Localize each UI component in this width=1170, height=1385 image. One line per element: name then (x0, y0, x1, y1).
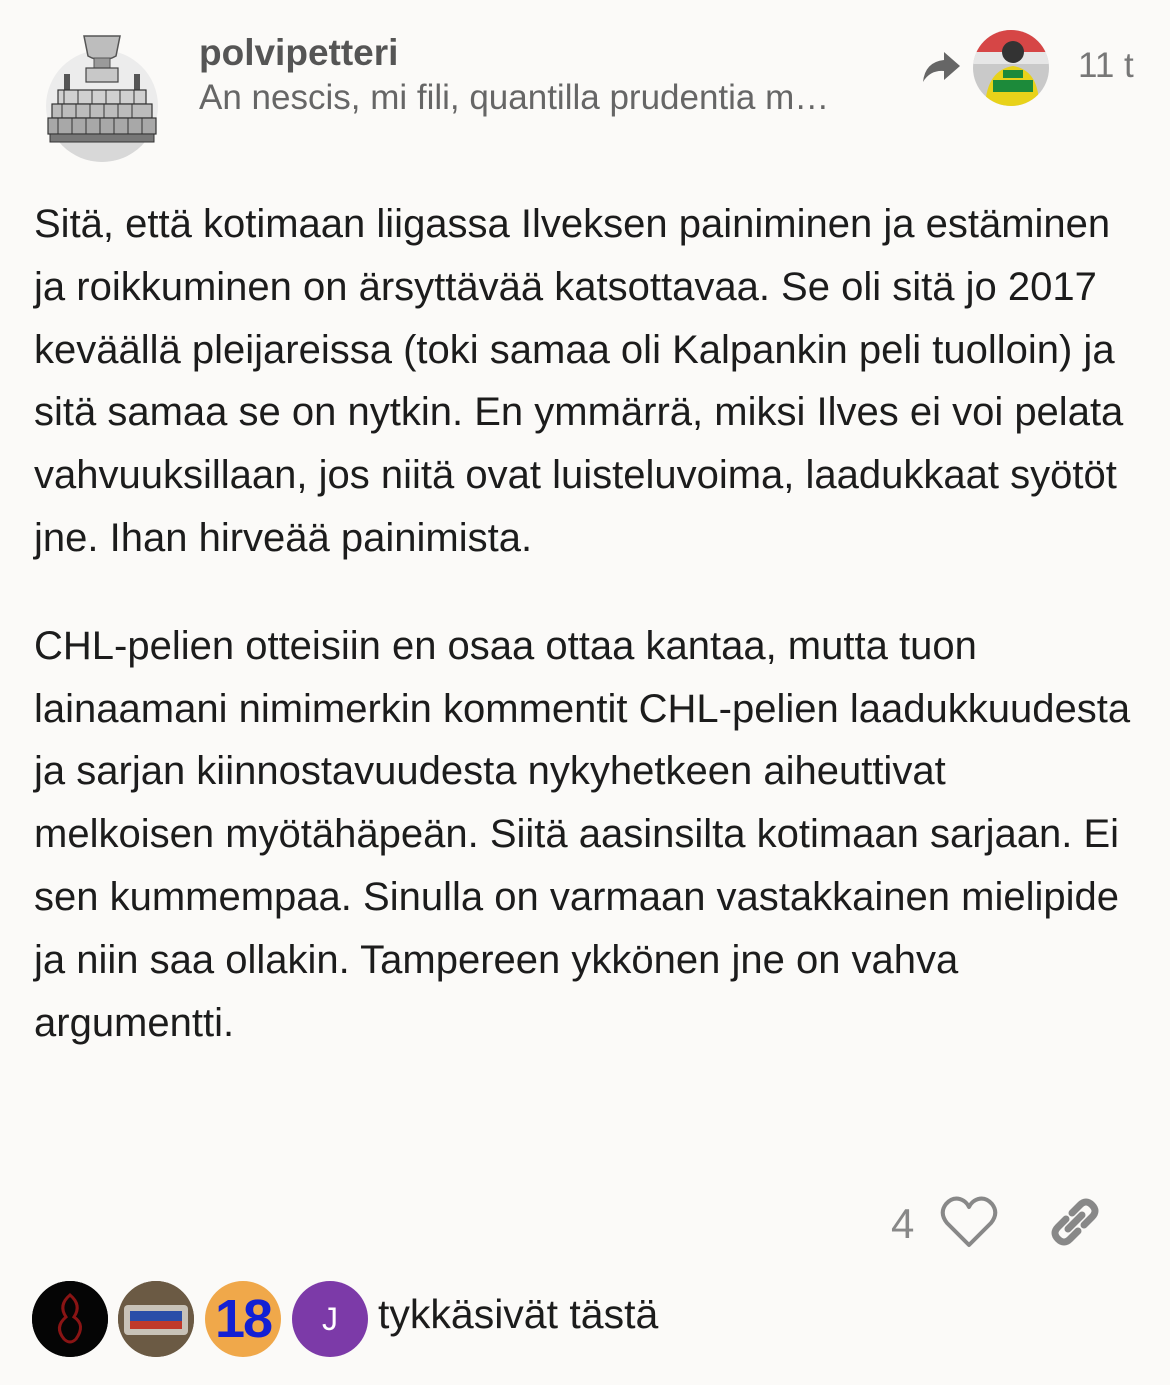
liker-avatar[interactable] (118, 1281, 194, 1357)
reply-to-avatar[interactable] (973, 30, 1049, 106)
user-avatar-trophy[interactable] (44, 30, 160, 162)
like-count[interactable]: 4 (891, 1200, 915, 1247)
post-paragraph: Sitä, että kotimaan liigassa Ilveksen painiminen ja estäminen ja roikkuminen on ärsyttävää katsottavaa. Se oli sitä jo 2017 keväällä pleijareissa (toki samaa oli Kalpankin peli tuolloin) ja sitä samaa se on nytkin. En ymmärrä, miksi Ilves ei voi pelata vahvuuksillaan, jos niitä ovat luisteluvoima, laadukkaat syötöt jne. Ihan hirveää painimista. (34, 202, 1124, 560)
link-icon[interactable] (1046, 1193, 1104, 1251)
liker-avatar[interactable]: 18 (205, 1281, 281, 1357)
liked-by-label[interactable]: tykkäsivät tästä (378, 1291, 659, 1337)
post-actions (0, 1190, 1170, 1260)
post-paragraph: CHL-pelien otteisiin en osaa ottaa kantaa, mutta tuon lainaamani nimimerkin kommentit CHL-pelien laadukkuudesta ja sarjan kiinnostavuudesta nykyhetkeen aiheuttivat melkoisen myötähäpeän. Siitä aasinsilta kotimaan sarjaan. Ei sen kummempaa. Sinulla on varmaan vastakkainen mielipide ja niin saa ollakin. Tampereen ykkönen jne on vahva argumentti. (34, 623, 1131, 1045)
reply-to-icon[interactable] (920, 48, 962, 88)
heart-outline-icon[interactable] (940, 1195, 998, 1249)
liker-avatar[interactable] (32, 1281, 108, 1357)
user-title: An nescis, mi fili, quantilla prudentia m… (199, 78, 830, 117)
post-header (0, 0, 1170, 180)
liker-avatar[interactable]: J (292, 1281, 368, 1357)
username[interactable]: polvipetteri (199, 32, 399, 73)
post-date[interactable]: 11 t (1078, 46, 1134, 85)
likers-row (0, 1275, 1170, 1365)
post-body (34, 193, 1134, 1099)
